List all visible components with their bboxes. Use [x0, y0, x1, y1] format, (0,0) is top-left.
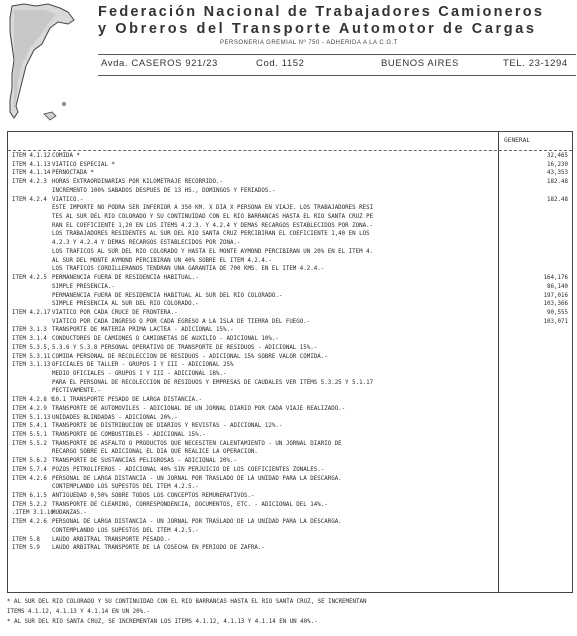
table-row: [12, 518, 572, 527]
table-row: [12, 475, 572, 484]
item-code: ITEM 6.1.5: [12, 493, 47, 500]
item-description: TRANSPORTE DE SUSTANCIAS PELIGROSAS - ADICIONAL 20%.-: [52, 458, 237, 465]
table-row: [12, 265, 572, 274]
item-description: HORAS EXTRAORDINARIAS POR KILOMETRAJE RECORRIDO.-: [52, 179, 224, 186]
table-row: [12, 152, 572, 161]
table-row: [12, 222, 572, 231]
item-description: LOS TRAFICOS CORDILLERANOS TENDRAN UNA GARANTIA DE 700 KMS. EN EL ITEM 4.2.4.-: [52, 266, 325, 273]
item-description: VIATICO.-: [52, 196, 84, 203]
item-description: ESTE IMPORTE NO PODRA SER INFERIOR A 350 KM. X DIA X PERSONA EN VIAJE. LOS TRABAJADORES RESI: [52, 205, 374, 212]
table-row: [12, 178, 572, 187]
address-text: Avda. CASEROS 921/23: [101, 58, 218, 69]
table-row: [12, 483, 572, 492]
item-description: SIMPLE PRESENCIA.-: [52, 283, 115, 290]
table-row: [12, 431, 572, 440]
item-description: MUDANZAS.-: [52, 510, 87, 517]
item-description: INCREMENTO 100% SABADOS DESPUES DE 13 HS., DOMINGOS Y FERIADOS.-: [52, 187, 276, 194]
item-value: 86,140: [547, 283, 568, 290]
item-code: ITEM 3.1.4: [12, 336, 47, 343]
item-value: 182.48: [547, 196, 568, 203]
federation-title-line1: Federación Nacional de Trabajadores Camioneros: [98, 4, 545, 20]
table-row: [12, 292, 572, 301]
item-description: ANTIGUEDAD 0,50% SOBRE TODOS LOS CONCEPTOS REMUNERATIVOS.-: [52, 493, 255, 500]
table-row: [12, 344, 572, 353]
table-row: [12, 405, 572, 414]
item-code: ITEM 4.1.13: [12, 161, 51, 168]
item-code: ITEM 4.2.6: [12, 519, 47, 526]
footnote-line-1: * AL SUR DEL RIO COLORADO Y SU CONTINUIDAD CON EL RIO BARRANCAS HASTA EL RIO SANTA CRUZ, SE INCREMENTAN: [7, 599, 367, 605]
item-value: 90,555: [547, 309, 568, 316]
item-value: 103,366: [543, 301, 568, 308]
column-header-general: GENERAL: [504, 137, 531, 144]
item-code: .ITEM 3.1.10: [12, 510, 54, 517]
map-islands: [44, 112, 56, 120]
table-row: [12, 466, 572, 475]
table-row: [12, 335, 572, 344]
table-row: [12, 213, 572, 222]
item-code: ITEM 5.3.5,: [12, 344, 51, 351]
item-code: ITEM 5.3.11: [12, 353, 51, 360]
item-description: PECTIVAMENTE.-: [52, 388, 101, 395]
table-row: [12, 501, 572, 510]
item-description: PARA EL PERSONAL DE RECOLECCION DE RESIDUOS Y EMPRESAS DE CAUDALES VER ITEMS 5.3.25 Y 5.1.17: [52, 379, 374, 386]
item-code: ITEM 5.5.1: [12, 432, 47, 438]
item-description: LOS TRABAJADORES RESIDENTES AL SUR DEL RIO SANTA CRUZ PERCIBIRAN EL COEFICIENTE 1,40 EN LOS: [52, 231, 370, 238]
item-description: COMIDA *: [52, 153, 80, 159]
item-description: CONTEMPLANDO LOS SUPESTOS DEL ITEM 4.2.5.-: [52, 527, 199, 534]
item-value: 43,353: [547, 170, 568, 177]
footnote-line-3: * AL SUR DEL RIO SANTA CRUZ, SE INCREMENTAN LOS ITEMS 4.1.12, 4.1.13 Y 4.1.14 EN UN 40%.-: [7, 619, 318, 625]
footnotes: [7, 597, 573, 627]
table-row: [12, 283, 572, 292]
item-code: ITEM 5.2.2: [12, 501, 47, 508]
table-row: [12, 309, 572, 318]
table-row: [12, 509, 572, 518]
item-description: TRANSPORTE DE CLEARING, CORRESPONDENCIA, DOCUMENTOS, ETC. - ADICIONAL DEL 14%.-: [52, 501, 328, 508]
item-description: SIMPLE PRESENCIA AL SUR DEL RIO COLORADO.-: [52, 301, 199, 308]
item-description: VIATICO POR CADA INGRESO O POR CADA EGRESO A LA ISLA DE TIERRA DEL FUEGO.-: [52, 318, 311, 325]
item-description: CONDUCTORES DE CAMIONES O CAMIONETAS DE AUXILIO - ADICIONAL 10%.-: [52, 336, 279, 343]
item-description: 5.3.6 Y 5.3.8 PERSONAL OPERATIVO DE TRANSPORTE DE RESIDUOS - ADICIONAL 15%.-: [52, 344, 318, 351]
item-code: ITEM 3.1.13: [12, 362, 51, 369]
table-row: [12, 204, 572, 213]
item-description: VIATICO POR CADA CRUCE DE FRONTERA.-: [52, 309, 178, 316]
table-row: [12, 161, 572, 170]
item-description: LOS TRAFICOS AL SUR DEL RIO COLORADO Y HASTA EL MONTE AYMOND PERCIBIRAN UN 20% EN EL ITEM 4.: [52, 248, 374, 255]
table-row: [12, 448, 572, 457]
table-row: [12, 544, 572, 553]
item-description: PERMANENCIA FUERA DE RESIDENCIA HABITUAL.-: [52, 275, 199, 282]
item-description: CONTEMPLANDO LOS SUPESTOS DEL ITEM 4.2.5.-: [52, 484, 199, 491]
table-row: [12, 457, 572, 466]
item-description: LAUDO ARBITRAL TRANSPORTE PESADO.-: [52, 536, 171, 543]
item-code: ITEM 5.4.1: [12, 423, 47, 430]
item-code: ITEM 4.2.8 Y: [12, 397, 54, 404]
item-value: 197,016: [543, 292, 568, 299]
table-row: [12, 422, 572, 431]
header-rule-bottom: [98, 75, 576, 76]
item-description: COMIDA PERSONAL DE RECOLECCION DE RESIDUOS - ADICIONAL 15% SOBRE VALOR COMIDA.-: [52, 353, 328, 360]
item-description: PERMANENCIA FUERA DE RESIDENCIA HABITUAL AL SUR DEL RIO COLORADO.-: [52, 292, 283, 299]
item-description: TRANSPORTE DE DISTRIBUCION DE DIARIOS Y REVISTAS - ADICIONAL 12%.-: [52, 423, 283, 430]
item-code: ITEM 4.1.12: [12, 153, 51, 159]
argentina-map-logo: [4, 2, 80, 130]
table-row: [12, 169, 572, 178]
table-row: [12, 248, 572, 257]
rates-table: [7, 131, 573, 593]
item-value: 164,176: [543, 275, 568, 282]
table-row: [12, 396, 572, 405]
item-description: PERSONAL DE LARGA DISTANCIA - UN JORNAL POR TRASLADO DE LA UNIDAD PARA LA DESCARGA.: [52, 475, 342, 482]
city-text: BUENOS AIRES: [381, 58, 459, 69]
item-description: TES AL SUR DEL RIO COLORADO Y SU CONTINUIDAD CON EL RIO BARRANCAS HASTA EL RIO SANTA CRUZ PE: [52, 214, 374, 221]
table-row: [12, 230, 572, 239]
item-code: ITEM 4.2.5: [12, 275, 47, 282]
table-row: [12, 187, 572, 196]
item-code: ITEM 5.8: [12, 536, 40, 543]
item-code: ITEM 4.1.14: [12, 170, 51, 177]
item-description: TRANSPORTE DE COMBUSTIBLES - ADICIONAL 15%.-: [52, 432, 206, 438]
item-description: RAN EL COEFICIENTE 1,20 EN LOS ITEMS 4.2.3. Y 4.2.4 Y DEMAS RECARGOS ESTABLECIDOS POR ZONA.-: [52, 222, 374, 229]
federation-title-line2: y Obreros del Transporte Automotor de Cargas: [98, 21, 537, 37]
table-row: [12, 379, 572, 388]
item-code: ITEM 4.2.6: [12, 475, 47, 482]
item-code: ITEM 5.7.4: [12, 466, 47, 473]
table-row: [12, 353, 572, 362]
item-description: LAUDO ARBITRAL TRANSPORTE DE LA COSECHA EN PERIODO DE ZAFRA.-: [52, 545, 265, 552]
table-rows: [12, 152, 572, 553]
phone-text: TEL. 23-1294: [503, 58, 568, 69]
item-description: PERSONAL DE LARGA DISTANCIA - UN JORNAL POR TRASLADO DE LA UNIDAD PARA LA DESCARGA.: [52, 519, 342, 526]
table-row: [12, 440, 572, 449]
header-rule-top: [98, 54, 576, 55]
item-description: VIATICO ESPECIAL *: [52, 161, 115, 168]
table-row: [12, 196, 572, 205]
item-code: ITEM 4.2.17: [12, 309, 51, 316]
item-code: ITEM 4.2.4: [12, 196, 47, 203]
personeria-line: PERSONERIA GREMIAL Nº 750 - ADHERIDA A LA C.G.T: [220, 40, 398, 46]
item-value: 16,230: [547, 161, 568, 168]
postal-code-text: Cod. 1152: [256, 58, 305, 69]
table-row: [12, 527, 572, 536]
table-row: [12, 257, 572, 266]
item-description: 10.1 TRANSPORTE PESADO DE LARGA DISTANCIA.-: [52, 397, 203, 404]
item-description: RECARGO SOBRE EL ADICIONAL EL DIA QUE REALICE LA OPERACION.: [52, 449, 258, 456]
item-description: PERNOCTADA *: [52, 170, 94, 177]
item-description: UNIDADES BLINDADAS - ADICIONAL 20%.-: [52, 414, 178, 421]
item-description: OFICIALES DE TALLER - GRUPOS I Y III - ADICIONAL 25%: [52, 362, 234, 369]
item-description: POZOS PETROLIFEROS - ADICIONAL 40% SIN PERJUICIO DE LOS COEFICIENTES ZONALES.-: [52, 466, 325, 473]
footnote-line-2: ITEMS 4.1.12, 4.1.13 Y 4.1.14 EN UN 20%.-: [7, 609, 151, 615]
table-row: [12, 239, 572, 248]
item-value: 103,071: [543, 318, 568, 325]
table-row: [12, 387, 572, 396]
item-description: 4.2.3 Y 4.2.4 Y DEMAS RECARGOS ESTABLECIDOS POR ZONA.-: [52, 240, 241, 247]
item-code: ITEM 3.1.3: [12, 327, 47, 334]
item-description: TRANSPORTE DE MATERIA PRIMA LACTEA - ADICIONAL 15%.-: [52, 327, 234, 334]
table-row: [12, 492, 572, 501]
item-code: ITEM 5.5.2: [12, 440, 47, 447]
table-row: [12, 300, 572, 309]
table-row: [12, 318, 572, 327]
item-code: ITEM 4.2.9: [12, 405, 47, 412]
item-description: MEDIO OFICIALES - GRUPOS I Y III - ADICIONAL 18%.-: [52, 370, 227, 377]
table-row: [12, 370, 572, 379]
item-code: ITEM 4.2.3: [12, 179, 47, 186]
header-separator: [8, 150, 572, 151]
item-value: 182.48: [547, 179, 568, 186]
table-row: [12, 326, 572, 335]
item-description: TRANSPORTE DE ASFALTO O PRODUCTOS QUE NECESITEN CALENTAMIENTO - UN JORNAL DIARIO DE: [52, 440, 342, 447]
item-code: ITEM 5.1.13: [12, 414, 51, 421]
table-row: [12, 536, 572, 545]
item-code: ITEM 5.9: [12, 545, 40, 552]
item-value: 32,465: [547, 153, 568, 159]
table-row: [12, 361, 572, 370]
item-description: TRANSPORTE DE AUTOMOVILES - ADICIONAL DE UN JORNAL DIARIO POR CADA VIAJE REALIZADO.-: [52, 405, 346, 412]
item-description: AL SUR DEL MONTE AYMOND PERCIBIRAN UN 40% SOBRE EL ITEM 4.2.4.-: [52, 257, 272, 264]
table-row: [12, 414, 572, 423]
table-row: [12, 274, 572, 283]
item-code: ITEM 5.6.2: [12, 458, 47, 465]
map-island-dot: [62, 102, 66, 106]
